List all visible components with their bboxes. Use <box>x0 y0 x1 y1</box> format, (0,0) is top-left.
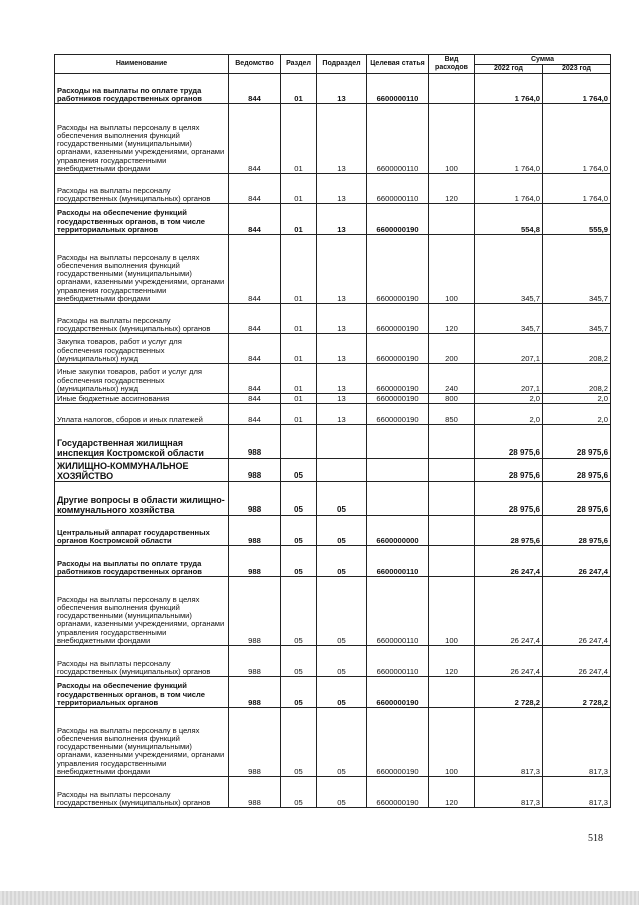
cell-podrazdel: 13 <box>317 334 367 364</box>
cell-vid-rashodov <box>429 459 475 482</box>
table-body <box>55 74 611 808</box>
cell-celevaya-statya <box>367 459 429 482</box>
cell-podrazdel: 13 <box>317 235 367 304</box>
table-row <box>55 708 611 777</box>
cell-sum-2023: 2 728,2 <box>543 677 611 708</box>
table-row <box>55 204 611 235</box>
cell-podrazdel: 05 <box>317 646 367 677</box>
cell-razdel: 01 <box>281 304 317 334</box>
cell-celevaya-statya: 6600000190 <box>367 334 429 364</box>
header-podrazdel: Подраздел <box>317 55 367 74</box>
cell-sum-2022: 1 764,0 <box>475 174 543 204</box>
cell-sum-2023: 26 247,4 <box>543 546 611 577</box>
cell-sum-2022: 2 728,2 <box>475 677 543 708</box>
cell-sum-2023: 1 764,0 <box>543 104 611 174</box>
cell-sum-2023: 2,0 <box>543 394 611 404</box>
cell-podrazdel: 13 <box>317 394 367 404</box>
cell-celevaya-statya: 6600000190 <box>367 404 429 425</box>
cell-vedomstvo: 988 <box>229 425 281 459</box>
cell-sum-2022: 26 247,4 <box>475 546 543 577</box>
cell-sum-2023: 208,2 <box>543 334 611 364</box>
table-row <box>55 174 611 204</box>
cell-sum-2023: 28 975,6 <box>543 516 611 546</box>
cell-vid-rashodov <box>429 482 475 516</box>
cell-vid-rashodov: 100 <box>429 577 475 646</box>
cell-vid-rashodov: 100 <box>429 708 475 777</box>
cell-podrazdel: 13 <box>317 174 367 204</box>
cell-podrazdel: 05 <box>317 516 367 546</box>
cell-podrazdel <box>317 459 367 482</box>
cell-podrazdel: 05 <box>317 677 367 708</box>
cell-vedomstvo: 988 <box>229 577 281 646</box>
cell-vid-rashodov: 200 <box>429 334 475 364</box>
cell-vid-rashodov: 240 <box>429 364 475 394</box>
cell-podrazdel: 05 <box>317 777 367 808</box>
header-vid-rashodov: Вид расходов <box>429 55 475 74</box>
scan-edge <box>0 891 639 905</box>
cell-vid-rashodov: 120 <box>429 304 475 334</box>
cell-sum-2023: 1 764,0 <box>543 174 611 204</box>
cell-vedomstvo: 844 <box>229 364 281 394</box>
cell-razdel: 01 <box>281 204 317 235</box>
cell-sum-2022: 1 764,0 <box>475 74 543 104</box>
cell-vedomstvo: 988 <box>229 459 281 482</box>
cell-vid-rashodov: 100 <box>429 104 475 174</box>
cell-sum-2022: 207,1 <box>475 364 543 394</box>
cell-vedomstvo: 988 <box>229 646 281 677</box>
cell-vid-rashodov: 100 <box>429 235 475 304</box>
cell-sum-2022: 817,3 <box>475 777 543 808</box>
table-row <box>55 235 611 304</box>
table-row <box>55 646 611 677</box>
cell-vedomstvo: 988 <box>229 677 281 708</box>
table-row <box>55 104 611 174</box>
table-row <box>55 74 611 104</box>
cell-razdel: 05 <box>281 646 317 677</box>
cell-razdel <box>281 425 317 459</box>
cell-razdel: 05 <box>281 516 317 546</box>
cell-razdel: 05 <box>281 677 317 708</box>
cell-vid-rashodov <box>429 677 475 708</box>
cell-vid-rashodov <box>429 425 475 459</box>
cell-name: Расходы на выплаты персоналу в целях обеспечения выполнения функций государственными (муниципальными) органами, казенными учреждениями, органами управления государственными внебюджетными фондами <box>55 104 229 174</box>
cell-celevaya-statya: 6600000190 <box>367 677 429 708</box>
cell-razdel: 01 <box>281 235 317 304</box>
cell-sum-2022: 28 975,6 <box>475 425 543 459</box>
cell-vedomstvo: 844 <box>229 104 281 174</box>
cell-podrazdel <box>317 425 367 459</box>
cell-celevaya-statya: 6600000190 <box>367 204 429 235</box>
cell-celevaya-statya: 6600000110 <box>367 174 429 204</box>
cell-name: Иные закупки товаров, работ и услуг для обеспечения государственных (муниципальных) нужд <box>55 364 229 394</box>
cell-sum-2022: 817,3 <box>475 708 543 777</box>
cell-vid-rashodov: 850 <box>429 404 475 425</box>
cell-name: ЖИЛИЩНО-КОММУНАЛЬНОЕ ХОЗЯЙСТВО <box>55 459 229 482</box>
cell-name: Расходы на выплаты персоналу государственных (муниципальных) органов <box>55 304 229 334</box>
cell-name: Расходы на выплаты персоналу в целях обеспечения выполнения функций государственными (муниципальными) органами, казенными учреждениями, органами управления государственными внебюджетными фондами <box>55 235 229 304</box>
cell-celevaya-statya <box>367 425 429 459</box>
table-row <box>55 482 611 516</box>
cell-razdel: 05 <box>281 777 317 808</box>
cell-celevaya-statya: 6600000110 <box>367 74 429 104</box>
cell-sum-2023: 2,0 <box>543 404 611 425</box>
cell-name: Центральный аппарат государственных органов Костромской области <box>55 516 229 546</box>
cell-podrazdel: 13 <box>317 404 367 425</box>
cell-razdel: 01 <box>281 364 317 394</box>
cell-sum-2022: 345,7 <box>475 304 543 334</box>
cell-vedomstvo: 988 <box>229 708 281 777</box>
cell-celevaya-statya: 6600000190 <box>367 235 429 304</box>
table-row <box>55 459 611 482</box>
cell-celevaya-statya: 6600000190 <box>367 777 429 808</box>
header-vedomstvo: Ведомство <box>229 55 281 74</box>
cell-vedomstvo: 988 <box>229 482 281 516</box>
cell-vid-rashodov: 120 <box>429 174 475 204</box>
table-row <box>55 577 611 646</box>
cell-razdel: 01 <box>281 394 317 404</box>
cell-sum-2022: 28 975,6 <box>475 516 543 546</box>
cell-vedomstvo: 844 <box>229 394 281 404</box>
cell-sum-2022: 2,0 <box>475 394 543 404</box>
cell-vedomstvo: 844 <box>229 304 281 334</box>
cell-vid-rashodov <box>429 204 475 235</box>
cell-celevaya-statya: 6600000190 <box>367 708 429 777</box>
table-row <box>55 516 611 546</box>
cell-name: Расходы на выплаты по оплате труда работников государственных органов <box>55 546 229 577</box>
cell-razdel: 05 <box>281 546 317 577</box>
cell-name: Расходы на выплаты персоналу государственных (муниципальных) органов <box>55 777 229 808</box>
cell-sum-2023: 817,3 <box>543 777 611 808</box>
cell-podrazdel: 05 <box>317 546 367 577</box>
cell-vid-rashodov <box>429 546 475 577</box>
cell-sum-2023: 28 975,6 <box>543 425 611 459</box>
cell-razdel: 05 <box>281 577 317 646</box>
cell-podrazdel: 05 <box>317 708 367 777</box>
cell-celevaya-statya: 6600000110 <box>367 646 429 677</box>
cell-podrazdel: 13 <box>317 304 367 334</box>
cell-name: Расходы на выплаты персоналу государственных (муниципальных) органов <box>55 174 229 204</box>
cell-name: Расходы на обеспечение функций государственных органов, в том числе территориальных органов <box>55 677 229 708</box>
cell-sum-2023: 26 247,4 <box>543 577 611 646</box>
cell-sum-2023: 208,2 <box>543 364 611 394</box>
cell-sum-2022: 28 975,6 <box>475 459 543 482</box>
cell-celevaya-statya: 6600000190 <box>367 304 429 334</box>
table-row <box>55 394 611 404</box>
cell-sum-2022: 554,8 <box>475 204 543 235</box>
cell-celevaya-statya: 6600000110 <box>367 546 429 577</box>
cell-vid-rashodov: 800 <box>429 394 475 404</box>
cell-sum-2023: 555,9 <box>543 204 611 235</box>
table-row <box>55 364 611 394</box>
cell-razdel: 05 <box>281 708 317 777</box>
header-year-2022: 2022 год <box>475 65 543 74</box>
table-row <box>55 334 611 364</box>
cell-vedomstvo: 988 <box>229 777 281 808</box>
cell-podrazdel: 13 <box>317 104 367 174</box>
cell-sum-2022: 1 764,0 <box>475 104 543 174</box>
table-row <box>55 404 611 425</box>
header-celevaya-statya: Целевая статья <box>367 55 429 74</box>
cell-celevaya-statya: 6600000110 <box>367 577 429 646</box>
cell-vedomstvo: 844 <box>229 174 281 204</box>
header-name: Наименование <box>55 55 229 74</box>
table-row <box>55 546 611 577</box>
cell-vedomstvo: 988 <box>229 516 281 546</box>
budget-table <box>54 54 611 808</box>
cell-name: Расходы на выплаты персоналу в целях обеспечения выполнения функций государственными (муниципальными) органами, казенными учреждениями, органами управления государственными внебюджетными фондами <box>55 577 229 646</box>
cell-vid-rashodov <box>429 74 475 104</box>
cell-vid-rashodov <box>429 516 475 546</box>
cell-razdel: 01 <box>281 74 317 104</box>
cell-vedomstvo: 844 <box>229 334 281 364</box>
cell-sum-2023: 28 975,6 <box>543 482 611 516</box>
cell-podrazdel: 05 <box>317 577 367 646</box>
page-number: 518 <box>588 833 603 844</box>
cell-razdel: 01 <box>281 404 317 425</box>
cell-vedomstvo: 844 <box>229 404 281 425</box>
header-year-2023: 2023 год <box>543 65 611 74</box>
cell-podrazdel: 13 <box>317 74 367 104</box>
cell-razdel: 01 <box>281 334 317 364</box>
cell-razdel: 01 <box>281 104 317 174</box>
cell-sum-2022: 26 247,4 <box>475 646 543 677</box>
cell-podrazdel: 13 <box>317 364 367 394</box>
cell-sum-2022: 28 975,6 <box>475 482 543 516</box>
cell-vedomstvo: 988 <box>229 546 281 577</box>
cell-sum-2023: 1 764,0 <box>543 74 611 104</box>
cell-name: Расходы на выплаты по оплате труда работников государственных органов <box>55 74 229 104</box>
cell-vedomstvo: 844 <box>229 204 281 235</box>
cell-razdel: 05 <box>281 482 317 516</box>
cell-sum-2022: 207,1 <box>475 334 543 364</box>
cell-name: Расходы на обеспечение функций государственных органов, в том числе территориальных органов <box>55 204 229 235</box>
cell-vedomstvo: 844 <box>229 235 281 304</box>
table-row <box>55 677 611 708</box>
cell-podrazdel: 05 <box>317 482 367 516</box>
table-row <box>55 425 611 459</box>
cell-vid-rashodov: 120 <box>429 646 475 677</box>
cell-razdel: 05 <box>281 459 317 482</box>
cell-sum-2023: 345,7 <box>543 235 611 304</box>
cell-name: Уплата налогов, сборов и иных платежей <box>55 404 229 425</box>
cell-podrazdel: 13 <box>317 204 367 235</box>
cell-name: Иные бюджетные ассигнования <box>55 394 229 404</box>
table-row <box>55 777 611 808</box>
cell-sum-2023: 28 975,6 <box>543 459 611 482</box>
cell-name: Закупка товаров, работ и услуг для обеспечения государственных (муниципальных) нужд <box>55 334 229 364</box>
header-razdel: Раздел <box>281 55 317 74</box>
cell-vedomstvo: 844 <box>229 74 281 104</box>
cell-sum-2022: 2,0 <box>475 404 543 425</box>
cell-celevaya-statya <box>367 482 429 516</box>
cell-vid-rashodov: 120 <box>429 777 475 808</box>
cell-sum-2023: 26 247,4 <box>543 646 611 677</box>
cell-name: Расходы на выплаты персоналу государственных (муниципальных) органов <box>55 646 229 677</box>
cell-celevaya-statya: 6600000000 <box>367 516 429 546</box>
cell-sum-2022: 26 247,4 <box>475 577 543 646</box>
cell-name: Другие вопросы в области жилищно-коммунального хозяйства <box>55 482 229 516</box>
cell-name: Расходы на выплаты персоналу в целях обеспечения выполнения функций государственными (муниципальными) органами, казенными учреждениями, органами управления государственными внебюджетными фондами <box>55 708 229 777</box>
cell-celevaya-statya: 6600000110 <box>367 104 429 174</box>
header-summa: Сумма <box>475 55 611 65</box>
cell-name: Государственная жилищная инспекция Костромской области <box>55 425 229 459</box>
cell-razdel: 01 <box>281 174 317 204</box>
cell-sum-2023: 817,3 <box>543 708 611 777</box>
cell-sum-2022: 345,7 <box>475 235 543 304</box>
cell-celevaya-statya: 6600000190 <box>367 394 429 404</box>
cell-celevaya-statya: 6600000190 <box>367 364 429 394</box>
cell-sum-2023: 345,7 <box>543 304 611 334</box>
table-row <box>55 304 611 334</box>
